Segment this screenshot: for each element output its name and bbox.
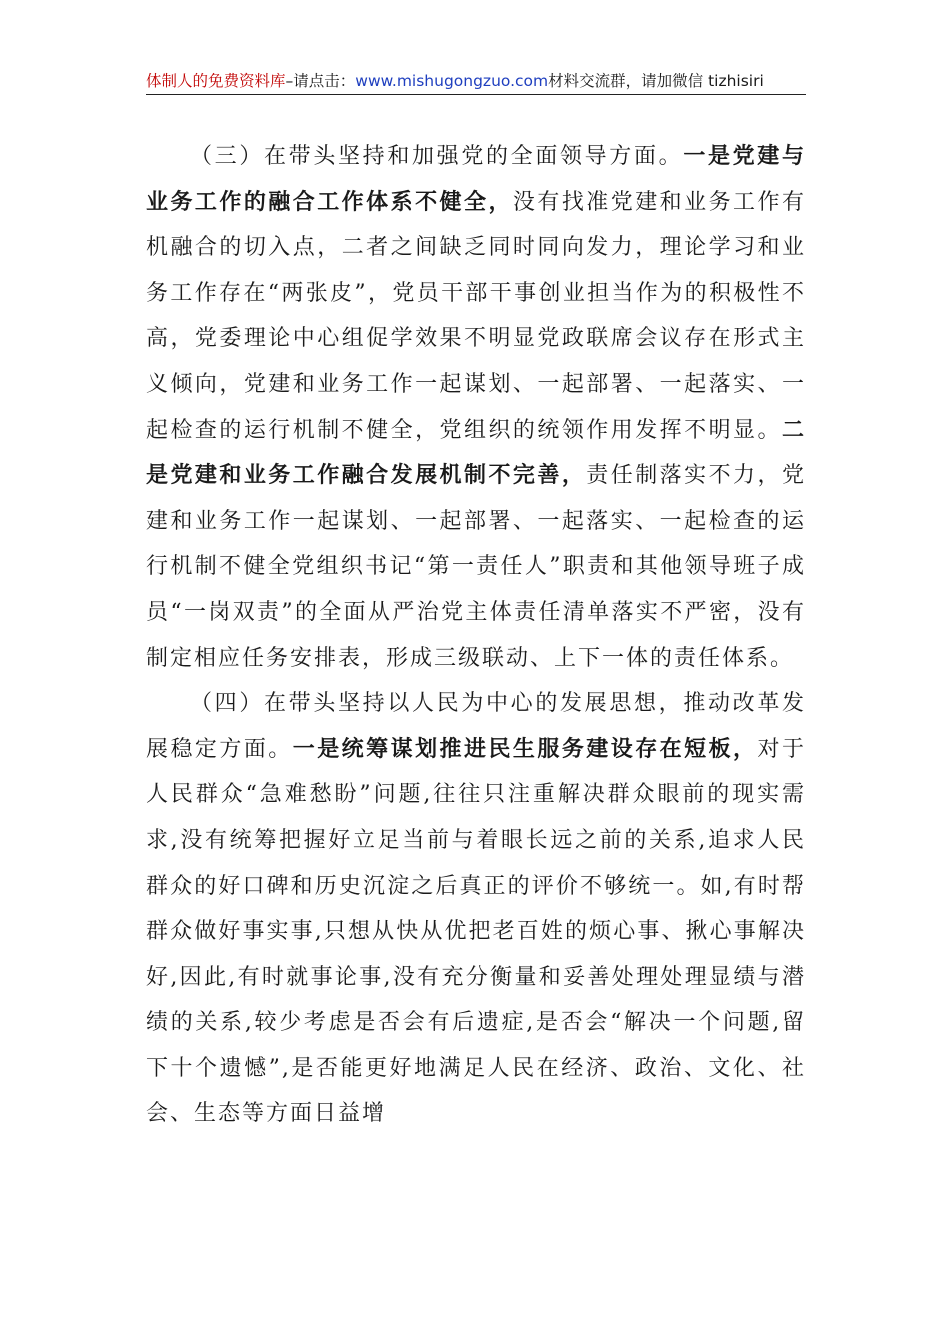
document-body	[146, 134, 806, 1137]
header-url-link[interactable]: www.mishugongzuo.com	[355, 72, 549, 90]
paragraph-section-4	[146, 681, 806, 1137]
section-3-point-1-body: 没有找准党建和业务工作有机融合的切入点，二者之间缺乏同时同向发力，理论学习和业务工作存在“两张皮”，党员干部干事创业担当作为的积极性不高，党委理论中心组促学效果不明显党政联席会议存在形式主义倾向，党建和业务工作一起谋划、一起部署、一起落实、一起检查的运行机制不健全，党组织的统领作用发挥不明显。	[146, 189, 806, 443]
section-4-point-1-body: 对于人民群众“急难愁盼”问题,往往只注重解决群众眼前的现实需求,没有统筹把握好立足当前与着眼长远之前的关系,追求人民群众的好口碑和历史沉淀之后真正的评价不够统一。如,有时帮群众做好事实事,只想从快从优把老百姓的烦心事、揪心事解决好,因此,有时就事论事,没有充分衡量和妥善处理处理显绩与潜绩的关系,较少考虑是否会有后遗症,是否会“解决一个问题,留下十个遗憾”,是否能更好地满足人民在经济、政治、文化、社会、生态等方面日益增	[146, 736, 806, 1127]
page-header	[146, 70, 806, 92]
section-3-point-1-title: 一是党建与业务工作的融合工作体系不健全，	[146, 143, 806, 215]
header-prompt: –请点击：	[285, 72, 356, 90]
section-3-point-2-title: 二是党建和业务工作融合发展机制不完善，	[146, 416, 806, 489]
section-3-point-2-body: 责任制落实不力，党建和业务工作一起谋划、一起部署、一起落实、一起检查的运行机制不健全党组织书记“第一责任人”职责和其他领导班子成员“一岗双责”的全面从严治党主体责任清单落实不严密，没有制定相应任务安排表，形成三级联动、上下一体的责任体系。	[146, 463, 806, 671]
header-brand[interactable]: 体制人的免费资料库	[146, 72, 286, 90]
header-divider	[146, 94, 806, 95]
paragraph-section-3	[146, 134, 806, 681]
section-3-heading: （三）在带头坚持和加强党的全面领导方面。	[190, 144, 684, 169]
header-wechat-note: 材料交流群，请加微信 tizhisiri	[548, 72, 764, 90]
section-4-point-1-title: 一是统筹谋划推进民生服务建设存在短板，	[292, 735, 758, 762]
section-4-heading: （四）在带头坚持以人民为中心的发展思想，推动改革发展稳定方面。	[146, 691, 806, 762]
